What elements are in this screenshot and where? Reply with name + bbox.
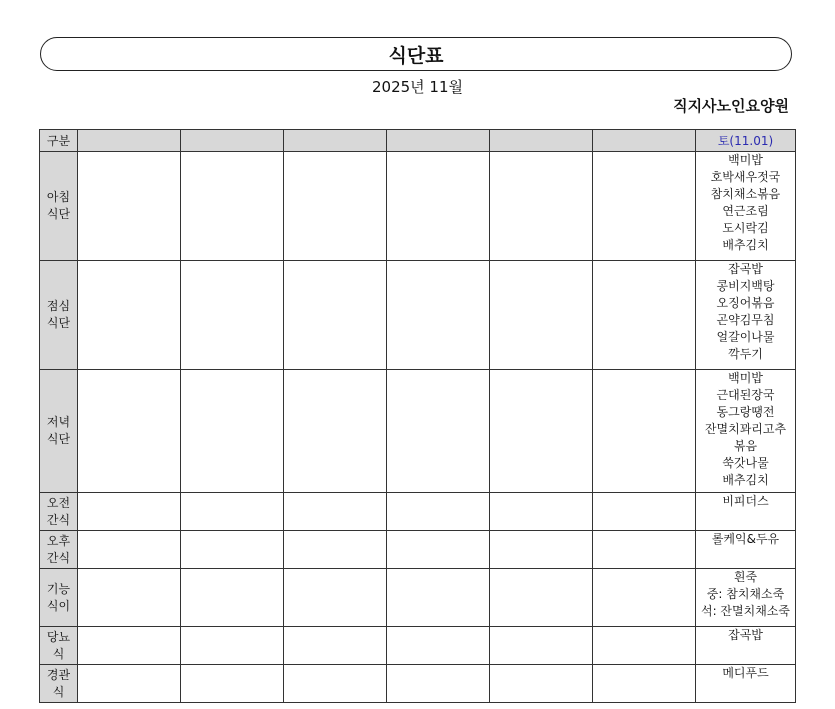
table-row-dinner	[40, 370, 796, 493]
row-label-line: 식단	[46, 207, 71, 221]
table-row-lunch	[40, 261, 796, 370]
header-cell	[78, 130, 181, 152]
row-label-line: 경관	[46, 667, 71, 682]
empty-day-cell	[490, 370, 593, 493]
menu-cell-breakfast	[696, 152, 796, 261]
menu-item: 백미밥	[728, 153, 763, 167]
row-label-line: 저녁	[46, 415, 71, 429]
menu-item: 연근조림	[722, 204, 769, 218]
date-header-sat: 토(11.01)	[696, 130, 796, 152]
menu-cell-dinner	[696, 370, 796, 493]
empty-day-cell	[78, 493, 181, 531]
menu-cell-tube-feeding	[696, 665, 796, 703]
menu-item: 비피더스	[722, 494, 769, 508]
row-label-line: 아침	[46, 190, 71, 204]
table-row-tube-feeding	[40, 665, 796, 703]
row-label-line: 식단	[46, 316, 71, 330]
row-label-line: 간식	[46, 512, 71, 527]
menu-cell-lunch	[696, 261, 796, 370]
meal-table	[39, 129, 796, 703]
row-label-line: 식단	[46, 432, 71, 446]
menu-item: 흰죽	[733, 570, 758, 584]
empty-day-cell	[78, 152, 181, 261]
header-cell	[181, 130, 284, 152]
row-label-afternoon-snack	[40, 531, 78, 569]
empty-day-cell	[78, 569, 181, 627]
empty-day-cell	[593, 569, 696, 627]
empty-day-cell	[284, 370, 387, 493]
row-label-breakfast	[40, 152, 78, 261]
empty-day-cell	[593, 261, 696, 370]
empty-day-cell	[490, 493, 593, 531]
menu-item: 배추김치	[722, 473, 769, 487]
menu-item: 백미밥	[728, 371, 763, 385]
menu-item: 오징어볶음	[716, 296, 775, 310]
header-cell	[593, 130, 696, 152]
menu-cell-afternoon-snack	[696, 531, 796, 569]
table-header-row	[40, 130, 796, 152]
menu-item: 근대된장국	[716, 388, 775, 402]
row-label-line: 기능	[46, 581, 71, 596]
table-row-therapeutic-diet	[40, 569, 796, 627]
empty-day-cell	[593, 531, 696, 569]
menu-item: 동그랑땡전	[716, 405, 775, 419]
empty-day-cell	[387, 569, 490, 627]
empty-day-cell	[387, 627, 490, 665]
row-label-line: 당뇨	[46, 629, 71, 644]
menu-item: 잡곡밥	[728, 628, 763, 642]
empty-day-cell	[284, 493, 387, 531]
empty-day-cell	[387, 261, 490, 370]
header-cell	[284, 130, 387, 152]
header-cell	[387, 130, 490, 152]
table-row-breakfast	[40, 152, 796, 261]
empty-day-cell	[284, 531, 387, 569]
empty-day-cell	[387, 531, 490, 569]
menu-item: 롤케익&두유	[711, 532, 780, 546]
empty-day-cell	[78, 370, 181, 493]
empty-day-cell	[181, 531, 284, 569]
menu-item: 메디푸드	[722, 666, 769, 680]
empty-day-cell	[181, 261, 284, 370]
menu-item: 석: 잔멸치채소죽	[700, 604, 790, 618]
row-label-therapeutic-diet	[40, 569, 78, 627]
empty-day-cell	[387, 370, 490, 493]
empty-day-cell	[284, 261, 387, 370]
empty-day-cell	[78, 261, 181, 370]
empty-day-cell	[593, 493, 696, 531]
menu-cell-morning-snack	[696, 493, 796, 531]
menu-cell-diabetic-diet	[696, 627, 796, 665]
row-label-line: 식	[52, 684, 65, 699]
row-label-dinner	[40, 370, 78, 493]
empty-day-cell	[78, 627, 181, 665]
row-label-lunch	[40, 261, 78, 370]
row-label-morning-snack	[40, 493, 78, 531]
menu-item: 콩비지백탕	[716, 279, 775, 293]
empty-day-cell	[490, 531, 593, 569]
menu-item: 중: 참치채소죽	[706, 587, 785, 601]
empty-day-cell	[387, 665, 490, 703]
empty-day-cell	[181, 493, 284, 531]
header-cell	[490, 130, 593, 152]
menu-item: 곤약김무침	[716, 313, 775, 327]
empty-day-cell	[490, 261, 593, 370]
row-label-line: 오후	[46, 533, 71, 548]
table-row-morning-snack	[40, 493, 796, 531]
empty-day-cell	[284, 152, 387, 261]
table-row-diabetic-diet	[40, 627, 796, 665]
empty-day-cell	[593, 370, 696, 493]
empty-day-cell	[181, 152, 284, 261]
empty-day-cell	[78, 665, 181, 703]
row-label-line: 간식	[46, 550, 71, 565]
row-label-line: 식	[52, 646, 65, 661]
menu-cell-therapeutic-diet	[696, 569, 796, 627]
empty-day-cell	[593, 152, 696, 261]
row-label-line: 오전	[46, 495, 71, 510]
menu-item: 호박새우젓국	[710, 170, 781, 184]
menu-item: 참치채소볶음	[710, 187, 781, 201]
empty-day-cell	[78, 531, 181, 569]
table-row-afternoon-snack	[40, 531, 796, 569]
empty-day-cell	[490, 569, 593, 627]
empty-day-cell	[490, 152, 593, 261]
month-subtitle: 2025년 11월	[371, 78, 463, 96]
page-title: 식단표	[40, 37, 792, 71]
corner-label: 구분	[40, 130, 78, 152]
menu-item: 깍두기	[728, 347, 763, 361]
menu-item: 배추김치	[722, 238, 769, 252]
menu-item: 잡곡밥	[728, 262, 763, 276]
empty-day-cell	[593, 665, 696, 703]
empty-day-cell	[284, 665, 387, 703]
empty-day-cell	[593, 627, 696, 665]
row-label-diabetic-diet	[40, 627, 78, 665]
empty-day-cell	[490, 665, 593, 703]
menu-item: 도시락김	[722, 221, 769, 235]
empty-day-cell	[181, 627, 284, 665]
empty-day-cell	[387, 152, 490, 261]
empty-day-cell	[181, 665, 284, 703]
empty-day-cell	[490, 627, 593, 665]
empty-day-cell	[284, 627, 387, 665]
menu-item: 볶음	[733, 439, 758, 453]
empty-day-cell	[181, 569, 284, 627]
menu-item: 잔멸치꽈리고추	[704, 422, 787, 436]
menu-item: 얼갈이나물	[716, 330, 775, 344]
empty-day-cell	[284, 569, 387, 627]
row-label-tube-feeding	[40, 665, 78, 703]
menu-item: 쑥갓나물	[722, 456, 769, 470]
row-label-line: 식이	[46, 598, 71, 613]
empty-day-cell	[181, 370, 284, 493]
empty-day-cell	[387, 493, 490, 531]
facility-name: 직지사노인요양원	[673, 97, 789, 115]
row-label-line: 점심	[46, 299, 71, 313]
